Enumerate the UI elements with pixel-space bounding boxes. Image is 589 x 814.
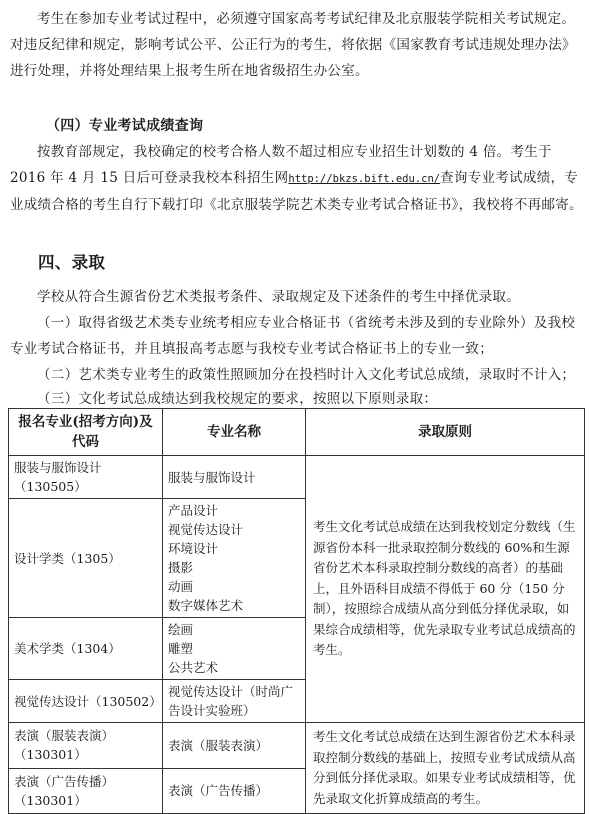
paragraph-condition-3: （三）文化考试总成绩达到我校规定的要求，按照以下原则录取： [37, 391, 438, 407]
major-item: 数字媒体艺术 [168, 598, 244, 613]
row-code: 视觉传达设计（130502） [9, 680, 163, 723]
row-majors [163, 456, 306, 499]
score-query-text-1: 按教育部规定，我校确定的校考合格人数不超过相应专业招生计划数的 4 倍。考生于2016 年 4 月 15 日后可登录我校本科招生网 [10, 144, 552, 186]
row-majors [163, 680, 306, 723]
major-item: 环境设计 [168, 541, 219, 556]
row-code: 服装与服饰设计（130505） [9, 456, 163, 499]
header-admission-rule: 录取原则 [306, 409, 585, 456]
admission-table [8, 408, 585, 814]
major-item: 表演（服装表演） [168, 737, 269, 753]
row-majors [163, 768, 306, 814]
major-item: 公共艺术 [168, 660, 219, 675]
row-majors [163, 618, 306, 680]
major-item: 绘画 [168, 622, 194, 637]
major-item: 雕塑 [168, 641, 194, 656]
row-code: 表演（广告传播）（130301） [9, 768, 163, 814]
row-code: 设计学类（1305） [9, 499, 163, 618]
admission-rule-1: 考生文化考试总成绩在达到我校划定分数线（生源省份本科一批录取控制分数线的 60%和生源省份艺术本科录取控制分数线的高者）的基础上，且外语科目成绩不得低于 60 分（150 分制），按照综合成绩从高分到低分择优录取，如果综合成绩相等，优先录取专业考试总成绩高的考生。 [306, 456, 585, 723]
major-item: 摄影 [168, 560, 194, 575]
table-row [9, 723, 585, 769]
paragraph-condition-2: （二）艺术类专业考生的政策性照顾加分在投档时计入文化考试总成绩，录取时不计入； [37, 367, 576, 383]
major-item: 视觉传达设计（时尚广告设计实验班） [168, 684, 294, 718]
admission-rule-2: 考生文化考试总成绩在达到生源省份艺术本科录取控制分数线的基础上，按照专业考试成绩从高分到低分择优录取。如果专业考试成绩相等，优先录取文化折算成绩高的考生。 [306, 723, 585, 814]
admission-website-link[interactable]: http://bkzs.bift.edu.cn/ [288, 173, 441, 185]
row-majors [163, 723, 306, 769]
subheading-score-query: （四）专业考试成绩查询 [46, 118, 204, 134]
row-code: 美术学类（1304） [9, 618, 163, 680]
row-code: 表演（服装表演）（130301） [9, 723, 163, 769]
major-item: 动画 [168, 579, 194, 594]
major-item: 表演（广告传播） [168, 783, 269, 799]
header-applied-major: 报名专业(招考方向)及代码 [9, 409, 163, 456]
paragraph-condition-1: （一）取得省级艺术类专业统考相应专业合格证书（省统考未涉及到的专业除外）及我校专业考试合格证书，并且填报高考志愿与我校专业考试合格证书上的专业一致； [10, 315, 576, 357]
header-major-name: 专业名称 [163, 409, 306, 456]
score-query-text-2: 查询专业考试成绩，专业成绩合格的考生自行下载打印《北京服装学院艺术类专业考试合格证书》，我校将不再邮寄。 [10, 170, 583, 213]
major-item: 视觉传达设计 [168, 522, 244, 537]
table-header-row [9, 409, 585, 456]
section-heading-admission: 四、录取 [38, 253, 106, 272]
paragraph-score-query [10, 139, 584, 218]
row-majors [163, 499, 306, 618]
major-item: 服装与服饰设计 [168, 469, 256, 485]
table-row [9, 456, 585, 499]
major-item: 产品设计 [168, 503, 219, 518]
paragraph-admission-intro: 学校从符合生源省份艺术类报考条件、录取规定及下述条件的考生中择优录取。 [37, 289, 520, 305]
paragraph-discipline: 考生在参加专业考试过程中，必须遵守国家高考考试纪律及北京服装学院相关考试规定。对违反纪律和规定，影响考试公平、公正行为的考生，将依据《国家教育考试违规处理办法》进行处理，并将处理结果上报考生所在地省级招生办公室。 [10, 11, 576, 79]
